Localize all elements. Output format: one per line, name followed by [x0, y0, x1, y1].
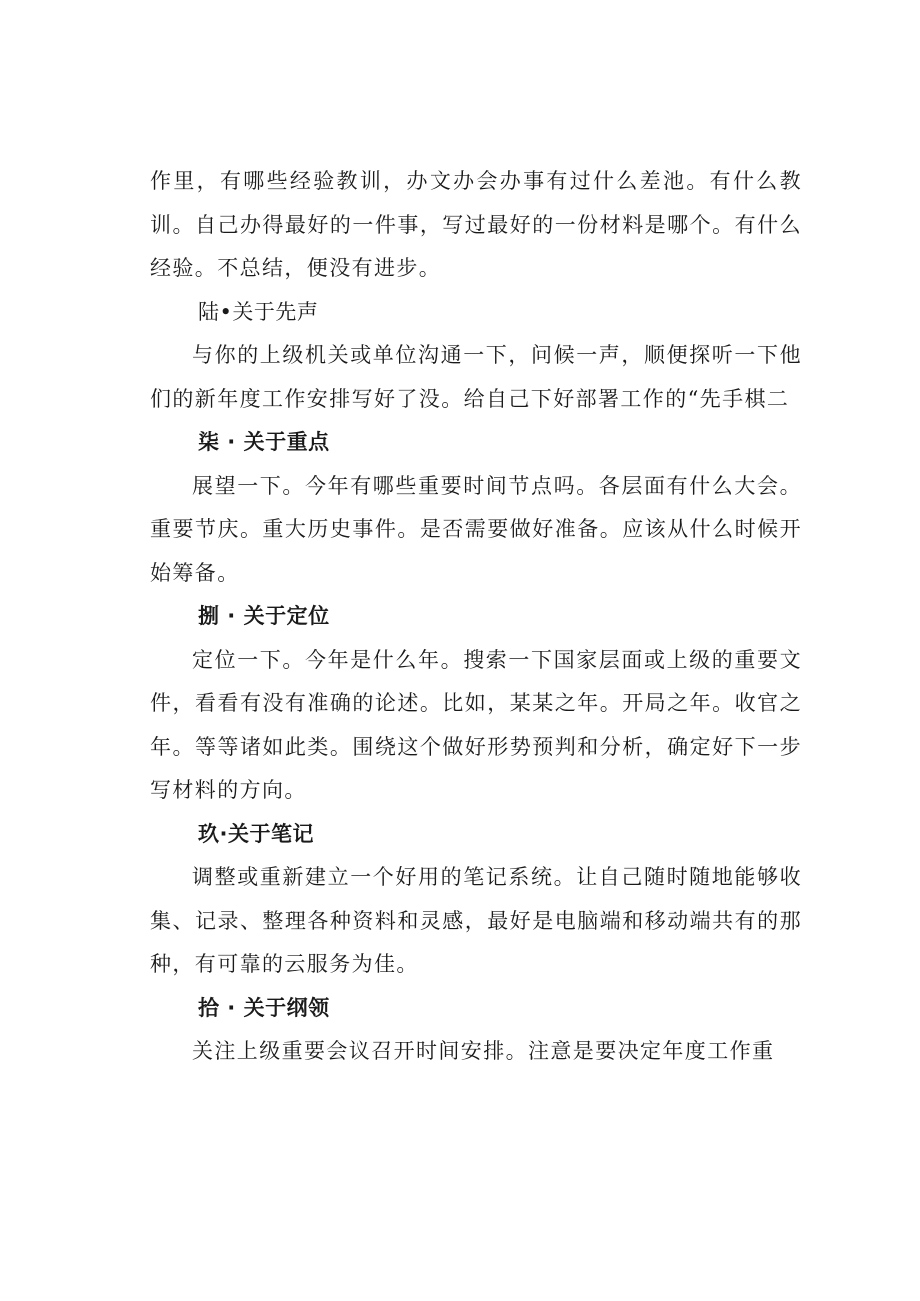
paragraph-ba: 定位一下。今年是什么年。搜索一下国家层面或上级的重要文件，看看有没有准确的论述。比如，某某之年。开局之年。收官之年。等等诸如此类。围绕这个做好形势预判和分析，确定好下一步写材料的方向。	[150, 647, 802, 802]
paragraph-shi: 关注上级重要会议召开时间安排。注意是要决定年度工作重	[192, 1039, 775, 1063]
paragraph-lu: 与你的上级机关或单位沟通一下，问候一声，顺便探听一下他们的新年度工作安排写好了没。给自己下好部署工作的“先手棋二	[150, 343, 802, 411]
paragraph-jiu: 调整或重新建立一个好用的笔记系统。让自己随时随地能够收集、记录、整理各种资料和灵感，最好是电脑端和移动端共有的那种，有可靠的云服务为佳。	[150, 865, 802, 976]
section-heading-ba: 捌 · 关于定位	[198, 604, 330, 628]
section-heading-jiu: 玖·关于笔记	[198, 821, 314, 846]
document-page	[150, 160, 802, 1074]
section-heading-qi: 柒 · 关于重点	[198, 430, 330, 454]
section-heading-lu: 陆•关于先声	[198, 299, 319, 324]
section-heading-shi: 拾 · 关于纲领	[198, 995, 330, 1020]
paragraph-qi: 展望一下。今年有哪些重要时间节点吗。各层面有什么大会。重要节庆。重大历史事件。是否需要做好准备。应该从什么时候开始筹备。	[150, 473, 802, 585]
paragraph-continued: 作里，有哪些经验教训，办文办会办事有过什么差池。有什么教训。自己办得最好的一件事，写过最好的一份材料是哪个。有什么经验。不总结，便没有进步。	[150, 169, 802, 280]
